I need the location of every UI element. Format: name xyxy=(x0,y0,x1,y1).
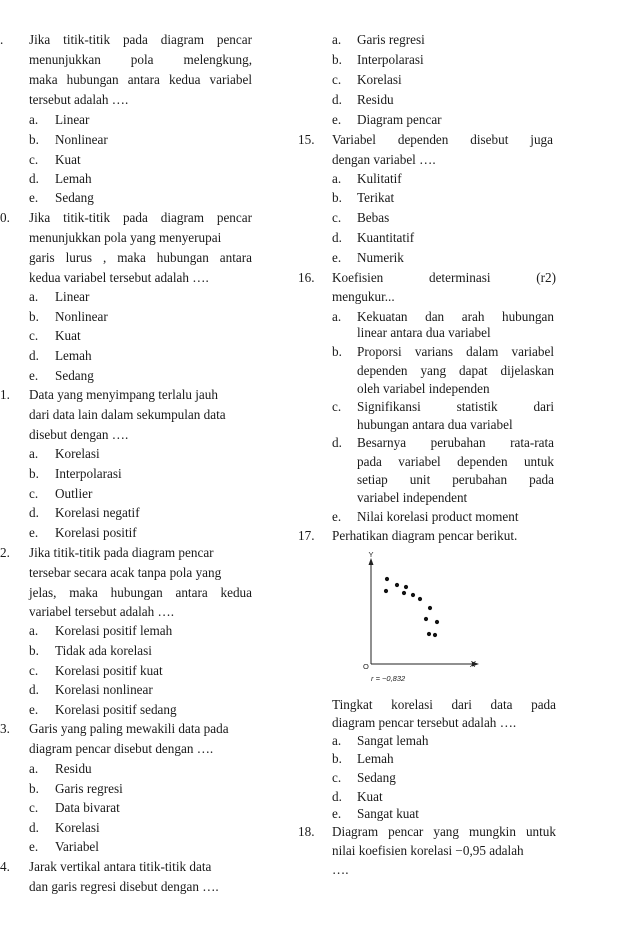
option-text: Tidak ada korelasi xyxy=(55,643,152,658)
option-text: Lemah xyxy=(357,751,394,766)
option-text: Sangat kuat xyxy=(357,806,419,821)
option-text: hubungan antara dua variabel xyxy=(357,417,513,432)
option-text: Proporsi varians dalam variabel xyxy=(357,344,554,359)
question-stem-line: Garis yang paling mewakili data pada xyxy=(29,721,229,736)
origin-label: O xyxy=(363,662,369,671)
option-text: Variabel xyxy=(55,839,99,854)
option-text: Data bivarat xyxy=(55,800,120,815)
scatter-point xyxy=(395,583,399,587)
option-text: Kulitatif xyxy=(357,171,402,186)
question-stem-line: Perhatikan diagram pencar berikut. xyxy=(332,528,518,543)
question-stem-line: Jika titik-titik pada diagram pencar xyxy=(29,32,252,47)
question-stem-line: …. xyxy=(332,862,349,877)
option-text: Linear xyxy=(55,112,90,127)
option-letter: c. xyxy=(29,800,39,815)
option-letter: c. xyxy=(29,663,39,678)
option-text: Korelasi xyxy=(55,446,100,461)
question-number: 17. xyxy=(298,528,315,543)
option-letter: b. xyxy=(29,781,39,796)
option-letter: b. xyxy=(332,190,342,205)
option-letter: a. xyxy=(332,733,342,748)
option-text: Kuat xyxy=(55,328,81,343)
option-letter: c. xyxy=(29,152,39,167)
option-text: pada variabel dependen untuk xyxy=(357,454,554,469)
scatter-point xyxy=(384,589,388,593)
option-letter: d. xyxy=(29,348,39,363)
question-stem-line: nilai koefisien korelasi −0,95 adalah xyxy=(332,843,524,858)
option-text: Signifikansi statistik dari xyxy=(357,399,554,414)
option-letter: b. xyxy=(332,751,342,766)
option-letter: a. xyxy=(29,446,39,461)
question-stem-line: menunjukkan pola yang menyerupai xyxy=(29,230,222,245)
option-letter: a. xyxy=(29,112,39,127)
option-text: Interpolarasi xyxy=(55,466,122,481)
option-text: Kuantitatif xyxy=(357,230,415,245)
question-stem-line: maka hubungan antara kedua variabel xyxy=(29,72,252,87)
option-text: Korelasi nonlinear xyxy=(55,682,153,697)
option-text: oleh variabel independen xyxy=(357,381,490,396)
scatter-point xyxy=(433,633,437,637)
option-text: Korelasi positif xyxy=(55,525,137,540)
question-stem-line: Koefisien determinasi (r2) xyxy=(332,270,556,285)
question-stem-line: disebut dengan …. xyxy=(29,427,129,442)
option-text: Garis regresi xyxy=(357,32,425,47)
scatter-points xyxy=(384,577,439,637)
option-text: Terikat xyxy=(357,190,395,205)
question-stem-line: Tingkat korelasi dari data pada xyxy=(332,697,556,712)
option-letter: e. xyxy=(332,250,342,265)
option-letter: e. xyxy=(332,509,342,524)
option-text: Sedang xyxy=(55,190,94,205)
option-letter: c. xyxy=(332,210,342,225)
option-text: Korelasi xyxy=(357,72,402,87)
option-text: Sedang xyxy=(357,770,396,785)
option-letter: e. xyxy=(29,525,39,540)
scatter-diagram xyxy=(355,549,475,689)
option-letter: e. xyxy=(29,702,39,717)
question-number: 0. xyxy=(0,210,10,225)
question-stem-line: dengan variabel …. xyxy=(332,152,436,167)
option-letter: b. xyxy=(332,344,342,359)
option-text: linear antara dua variabel xyxy=(357,325,491,340)
question-stem-line: kedua variabel tersebut adalah …. xyxy=(29,270,209,285)
question-stem-line: garis lurus , maka hubungan antara xyxy=(29,250,252,265)
option-text: Nonlinear xyxy=(55,309,108,324)
option-letter: e. xyxy=(29,190,39,205)
question-number: 2. xyxy=(0,545,10,560)
option-text: Sedang xyxy=(55,368,94,383)
option-text: Bebas xyxy=(357,210,390,225)
scatter-point xyxy=(402,591,406,595)
option-letter: b. xyxy=(332,52,342,67)
option-text: Korelasi positif lemah xyxy=(55,623,173,638)
y-axis-label: Y xyxy=(368,550,374,559)
option-text: Residu xyxy=(357,92,394,107)
question-stem-line: Variabel dependen disebut juga xyxy=(332,132,553,147)
option-text: Garis regresi xyxy=(55,781,123,796)
scatter-point xyxy=(427,632,431,636)
question-stem-line: Data yang menyimpang terlalu jauh xyxy=(29,387,218,402)
option-text: Korelasi positif sedang xyxy=(55,702,177,717)
question-stem-line: variabel tersebut adalah …. xyxy=(29,604,174,619)
option-letter: a. xyxy=(332,171,342,186)
option-text: Kuat xyxy=(55,152,81,167)
option-letter: c. xyxy=(332,72,342,87)
question-stem-line: mengukur... xyxy=(332,289,395,304)
scatter-point xyxy=(385,577,389,581)
option-letter: d. xyxy=(332,230,342,245)
option-letter: d. xyxy=(332,435,342,450)
option-letter: a. xyxy=(332,309,342,324)
option-text: Interpolarasi xyxy=(357,52,424,67)
option-text: Lemah xyxy=(55,348,92,363)
option-letter: a. xyxy=(29,289,39,304)
option-letter: a. xyxy=(332,32,342,47)
y-axis-arrow xyxy=(369,558,374,565)
question-stem-line: jelas, maka hubungan antara kedua xyxy=(29,585,252,600)
option-text: dependen yang dapat dijelaskan xyxy=(357,363,554,378)
option-text: Nonlinear xyxy=(55,132,108,147)
question-stem-line: dan garis regresi disebut dengan …. xyxy=(29,879,219,894)
option-text: Numerik xyxy=(357,250,404,265)
option-letter: d. xyxy=(29,505,39,520)
question-number: 3. xyxy=(0,721,10,736)
option-text: Besarnya perubahan rata-rata xyxy=(357,435,554,450)
option-text: Outlier xyxy=(55,486,93,501)
question-number: 4. xyxy=(0,859,10,874)
scatter-point xyxy=(424,617,428,621)
question-stem-line: diagram pencar tersebut adalah …. xyxy=(332,715,517,730)
question-stem-line: Diagram pencar yang mungkin untuk xyxy=(332,824,556,839)
question-stem-line: Jika titik-titik pada diagram pencar xyxy=(29,545,214,560)
option-letter: e. xyxy=(332,806,342,821)
option-letter: c. xyxy=(29,328,39,343)
option-letter: e. xyxy=(29,839,39,854)
option-text: Kekuatan dan arah hubungan xyxy=(357,309,554,324)
option-text: Linear xyxy=(55,289,90,304)
option-text: Residu xyxy=(55,761,92,776)
x-axis-label: X xyxy=(470,659,476,669)
correlation-annotation: r = −0,832 xyxy=(371,674,406,683)
option-letter: d. xyxy=(332,789,342,804)
option-text: setiap unit perubahan pada xyxy=(357,472,554,487)
scatter-point xyxy=(404,585,408,589)
option-text: Kuat xyxy=(357,789,383,804)
option-text: Lemah xyxy=(55,171,92,186)
question-number: . xyxy=(0,32,4,47)
option-letter: e. xyxy=(29,368,39,383)
question-number: 16. xyxy=(298,270,315,285)
question-stem-line: Jika titik-titik pada diagram pencar xyxy=(29,210,252,225)
option-letter: e. xyxy=(332,112,342,127)
question-stem-line: diagram pencar disebut dengan …. xyxy=(29,741,214,756)
scatter-point xyxy=(411,593,415,597)
option-text: Korelasi positif kuat xyxy=(55,663,163,678)
scatter-point xyxy=(428,606,432,610)
question-stem-line: dari data lain dalam sekumpulan data xyxy=(29,407,226,422)
option-text: variabel independent xyxy=(357,490,468,505)
option-letter: d. xyxy=(29,820,39,835)
option-letter: d. xyxy=(29,682,39,697)
option-letter: b. xyxy=(29,643,39,658)
option-letter: a. xyxy=(29,761,39,776)
option-letter: d. xyxy=(29,171,39,186)
scatter-point xyxy=(418,597,422,601)
question-stem-line: Jarak vertikal antara titik-titik data xyxy=(29,859,212,874)
option-letter: c. xyxy=(332,770,342,785)
option-text: Nilai korelasi product moment xyxy=(357,509,519,524)
option-text: Korelasi negatif xyxy=(55,505,140,520)
scatter-point xyxy=(435,620,439,624)
option-text: Sangat lemah xyxy=(357,733,429,748)
option-letter: a. xyxy=(29,623,39,638)
question-stem-line: menunjukkan pola melengkung, xyxy=(29,52,252,67)
question-stem-line: tersebar secara acak tanpa pola yang xyxy=(29,565,222,580)
question-number: 1. xyxy=(0,387,10,402)
option-text: Diagram pencar xyxy=(357,112,442,127)
question-number: 15. xyxy=(298,132,315,147)
option-letter: b. xyxy=(29,309,39,324)
option-letter: c. xyxy=(332,399,342,414)
option-text: Korelasi xyxy=(55,820,100,835)
question-number: 18. xyxy=(298,824,315,839)
option-letter: c. xyxy=(29,486,39,501)
option-letter: b. xyxy=(29,466,39,481)
option-letter: b. xyxy=(29,132,39,147)
option-letter: d. xyxy=(332,92,342,107)
question-stem-line: tersebut adalah …. xyxy=(29,92,129,107)
